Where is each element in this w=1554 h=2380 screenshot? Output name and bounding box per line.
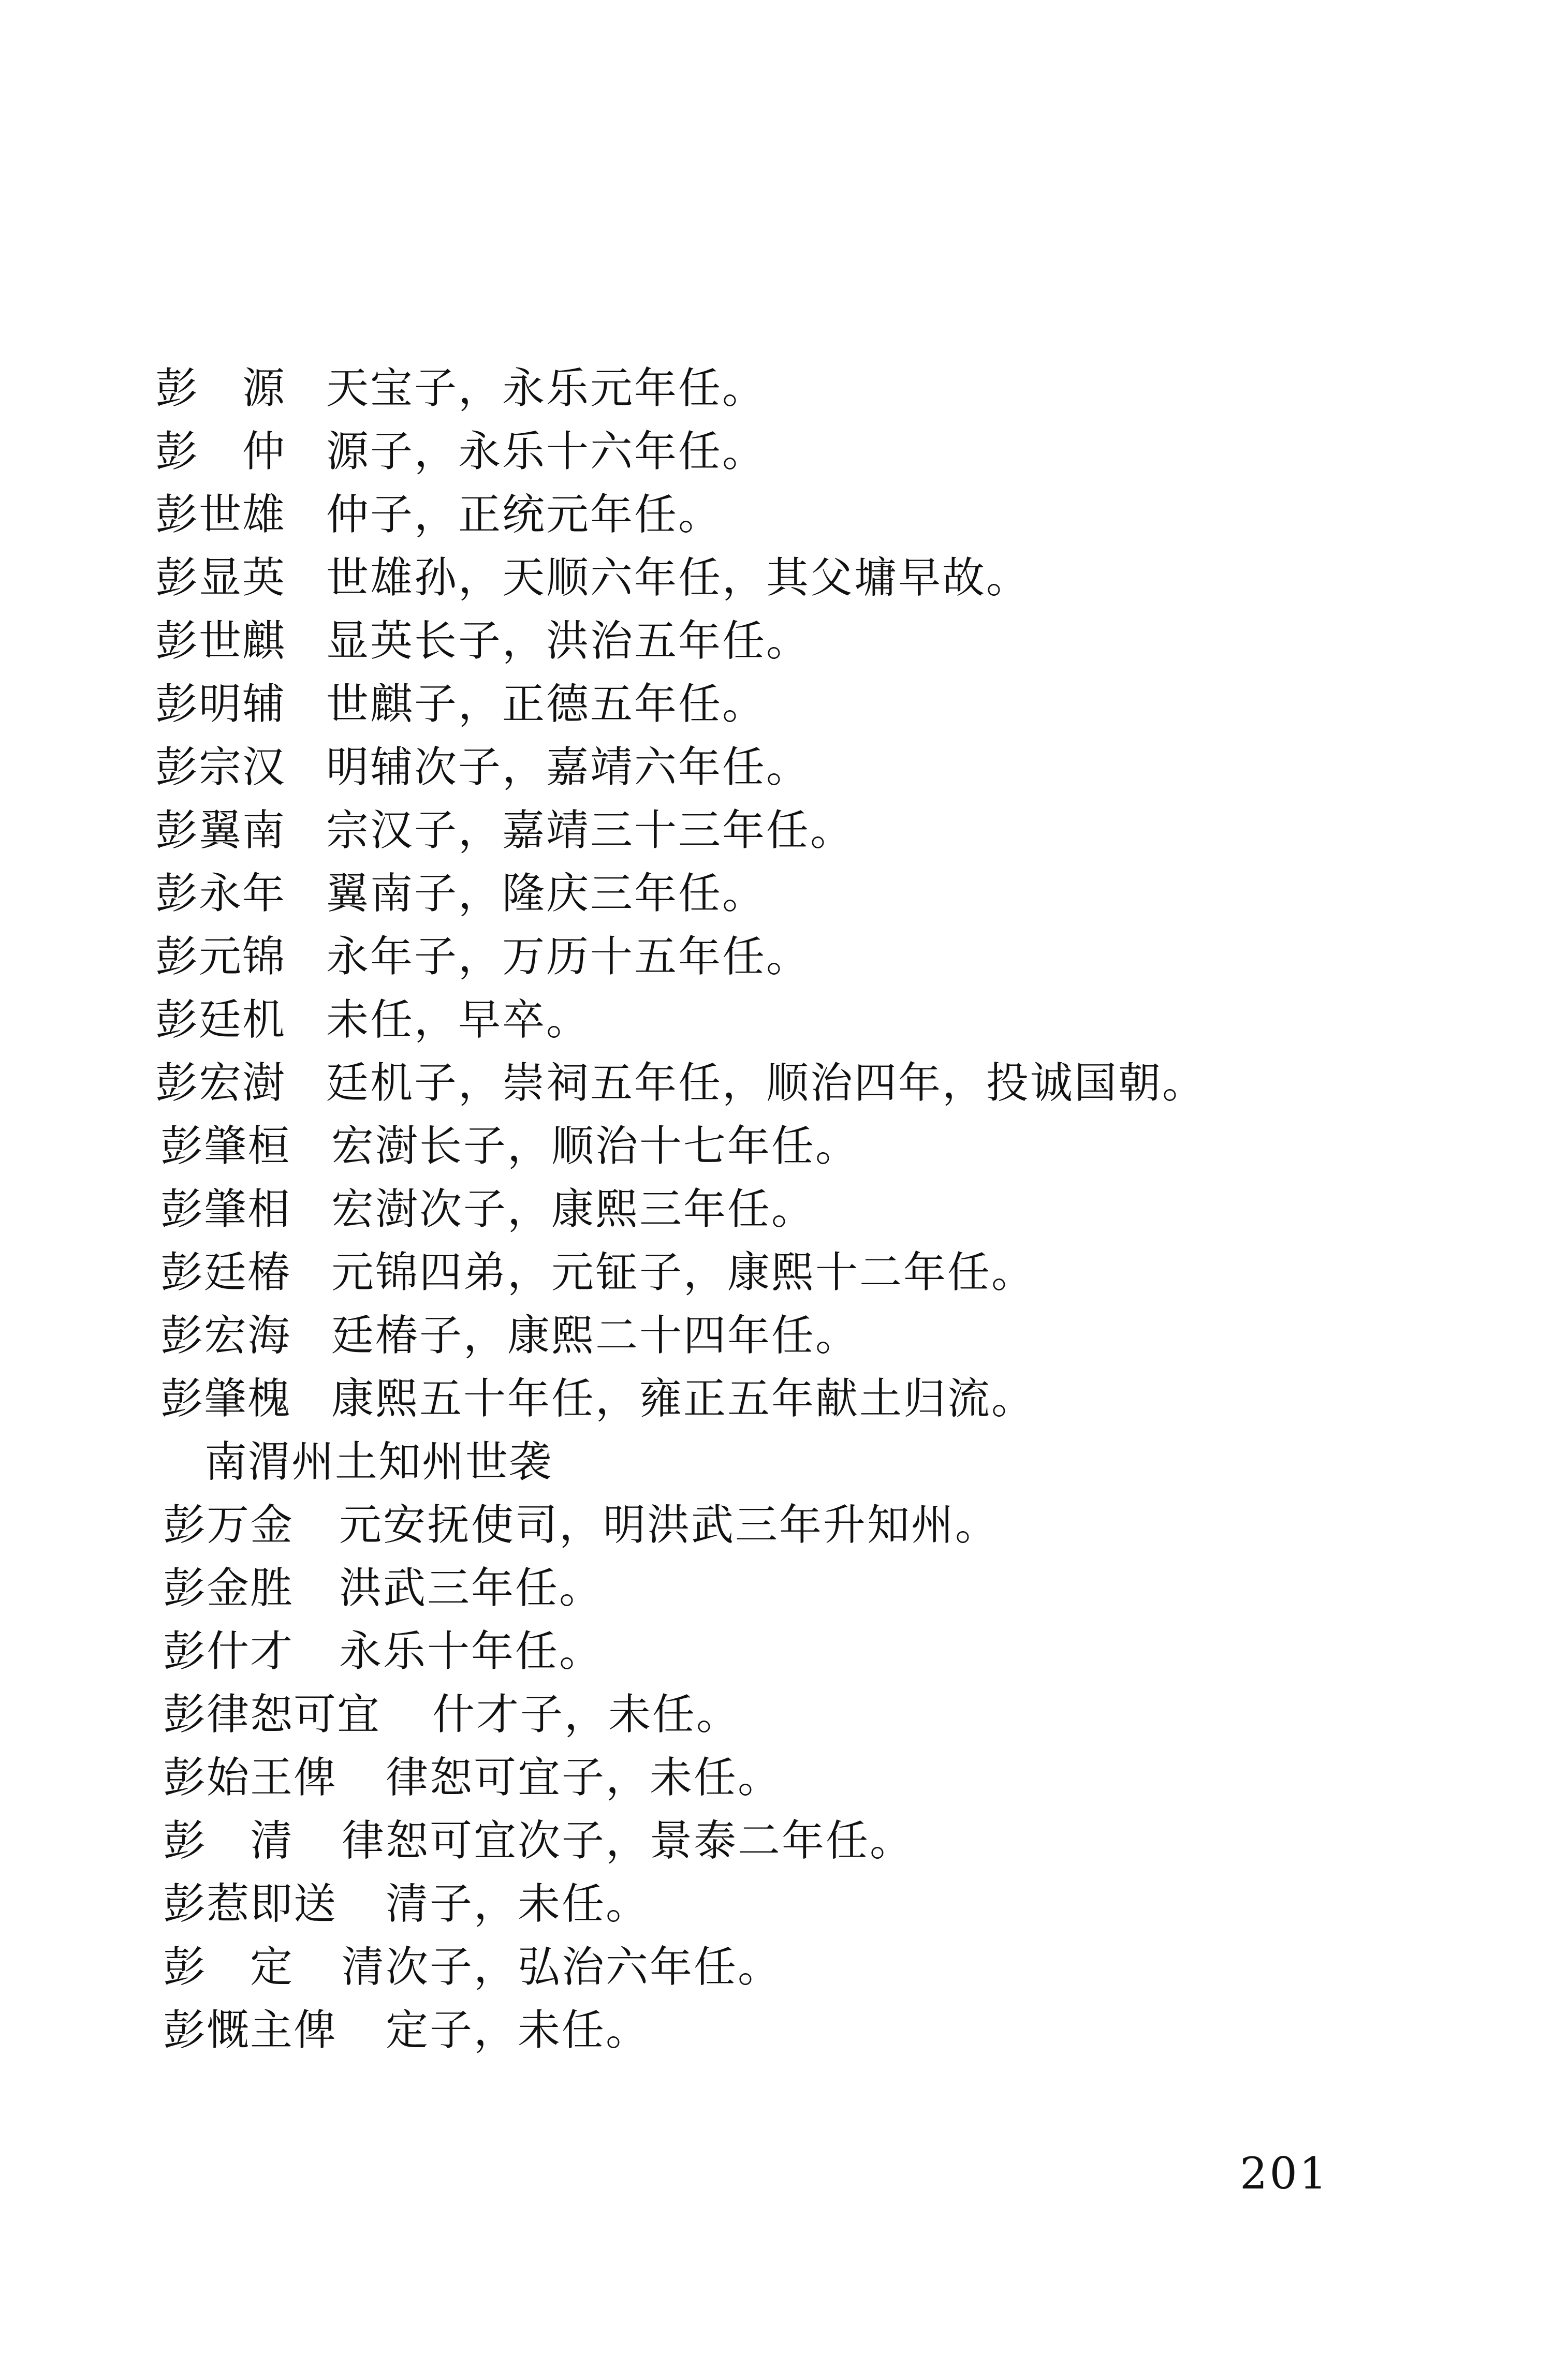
entry-name: 彭元锦: [155, 932, 286, 981]
entry-name: 彭永年: [155, 869, 286, 918]
list-item: [155, 1557, 1449, 1620]
entry-description: 元锦四弟，元钲子，康熙十二年任。: [331, 1248, 1036, 1297]
entry-description: 天宝子，永乐元年任。: [326, 364, 767, 413]
list-item: [155, 1936, 1449, 1999]
entry-name: 彭什才: [163, 1627, 294, 1676]
entry-description: 永乐十年任。: [339, 1627, 604, 1676]
list-item: [155, 1810, 1449, 1873]
entry-name: 彭翼南: [155, 806, 286, 855]
list-item: [155, 1304, 1449, 1368]
entry-description: 宏澍次子，康熙三年任。: [331, 1185, 816, 1234]
entry-description: 廷机子，崇祠五年任，顺治四年，投诚国朝。: [326, 1059, 1207, 1108]
entry-name: 彭慨主俾: [163, 2006, 338, 2055]
list-item: [155, 357, 1449, 420]
list-item: [155, 1241, 1449, 1304]
entry-name: 彭 清: [163, 1816, 294, 1865]
entry-name: 彭金胜: [163, 1564, 294, 1613]
list-item: [155, 736, 1449, 799]
list-item: [155, 420, 1449, 483]
entry-name: 彭明辅: [155, 680, 286, 729]
entry-description: 仲子，正统元年任。: [326, 490, 723, 539]
entry-description: 显英长子，洪治五年任。: [326, 616, 811, 666]
entry-description: 世雄孙，天顺六年任，其父墉早故。: [326, 553, 1031, 603]
entry-name: 彭宗汉: [155, 743, 286, 792]
list-item: [155, 1052, 1449, 1115]
list-item: [155, 1115, 1449, 1178]
entry-name: 彭律恕可宜: [163, 1690, 381, 1739]
section-heading: 南渭州土知州世袭: [204, 1437, 553, 1487]
entry-description: 世麒子，正德五年任。: [326, 680, 767, 729]
entry-description: 定子，未任。: [386, 2006, 650, 2055]
entry-description: 清子，未任。: [386, 1879, 650, 1929]
list-item: [155, 1620, 1449, 1683]
entry-name: 彭惹即送: [163, 1879, 338, 1929]
list-item: [155, 1368, 1449, 1431]
entry-name: 彭廷椿: [160, 1248, 291, 1297]
entry-name: 彭 定: [163, 1943, 294, 1992]
entry-description: 宏澍长子，顺治十七年任。: [331, 1122, 860, 1171]
entry-name: 彭 源: [155, 364, 286, 413]
entry-description: 未任，早卒。: [326, 995, 591, 1045]
entry-name: 彭肇桓: [160, 1122, 291, 1171]
entry-name: 彭廷机: [155, 995, 286, 1045]
list-item: [155, 799, 1449, 862]
entry-name: 彭世麒: [155, 616, 286, 666]
entry-name: 彭万金: [163, 1501, 294, 1550]
page-number: 201: [1240, 2148, 1329, 2199]
list-item: [155, 862, 1449, 925]
list-item: [155, 925, 1449, 989]
entry-name: 彭显英: [155, 553, 286, 603]
entry-name: 彭 仲: [155, 427, 286, 476]
list-item: [155, 673, 1449, 736]
list-item: [155, 610, 1449, 673]
list-item: [155, 1178, 1449, 1241]
entry-description: 洪武三年任。: [339, 1564, 604, 1613]
entry-description: 廷椿子，康熙二十四年任。: [331, 1311, 860, 1360]
list-item: [155, 483, 1449, 547]
list-item: [155, 1494, 1449, 1557]
entry-name: 彭肇槐: [160, 1374, 291, 1423]
entry-description: 源子，永乐十六年任。: [326, 427, 767, 476]
entry-description: 清次子，弘治六年任。: [342, 1943, 782, 1992]
list-item: [155, 1746, 1449, 1810]
entry-name: 彭肇相: [160, 1185, 291, 1234]
entry-description: 律恕可宜次子，景泰二年任。: [342, 1816, 914, 1865]
entry-description: 什才子，未任。: [432, 1690, 741, 1739]
entry-description: 康熙五十年任，雍正五年献土归流。: [331, 1374, 1036, 1423]
entry-name: 彭宏海: [160, 1311, 291, 1360]
entry-description: 翼南子，隆庆三年任。: [326, 869, 767, 918]
list-item: [155, 1683, 1449, 1746]
entry-name: 彭宏澍: [155, 1059, 286, 1108]
entry-name: 彭世雄: [155, 490, 286, 539]
entry-description: 律恕可宜子，未任。: [386, 1753, 782, 1802]
list-item: [155, 1873, 1449, 1936]
entry-name: 彭始王俾: [163, 1753, 338, 1802]
genealogy-list: [155, 357, 1449, 2062]
entry-description: 宗汉子，嘉靖三十三年任。: [326, 806, 855, 855]
list-item: [155, 547, 1449, 610]
list-item: [155, 1999, 1449, 2062]
list-item: [155, 989, 1449, 1052]
entry-description: 明辅次子，嘉靖六年任。: [326, 743, 811, 792]
entry-description: 元安抚使司，明洪武三年升知州。: [339, 1501, 1000, 1550]
entry-description: 永年子，万历十五年任。: [326, 932, 811, 981]
